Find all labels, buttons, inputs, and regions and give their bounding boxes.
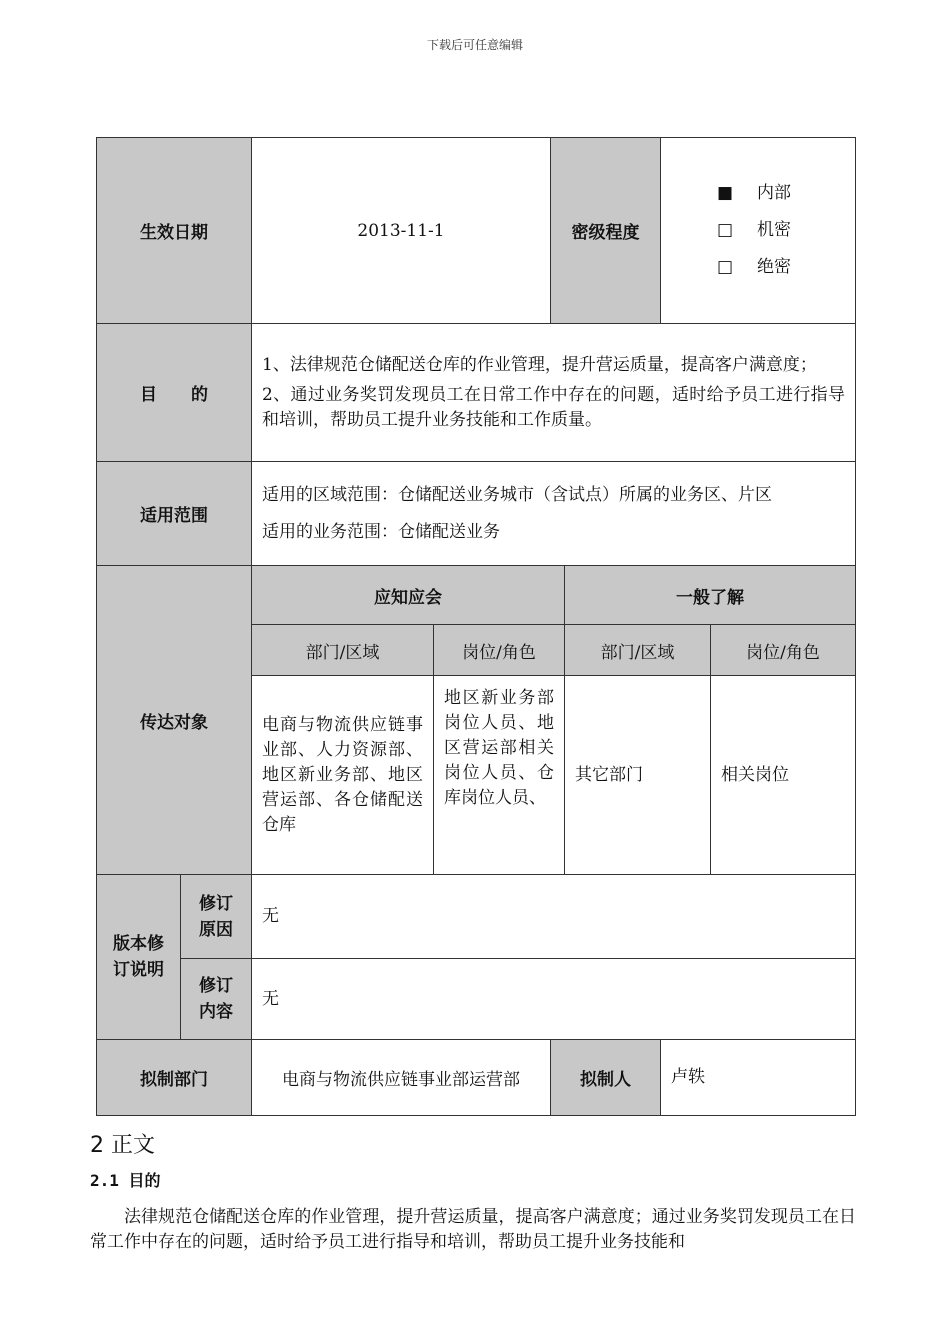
purpose-line-2: 2、通过业务奖罚发现员工在日常工作中存在的问题，适时给予员工进行指导和培训，帮助员工提升业务技能和工作质量。 bbox=[262, 384, 846, 430]
revision-reason-label: 修订原因 bbox=[181, 875, 252, 959]
revision-content-label: 修订内容 bbox=[181, 959, 252, 1040]
section-2-heading: 2 正文 bbox=[90, 1133, 155, 1158]
drafting-dept-label: 拟制部门 bbox=[97, 1040, 252, 1116]
general-dept-header: 部门/区域 bbox=[565, 625, 711, 676]
section-2-1-body: 法律规范仓储配送仓库的作业管理，提升营运质量，提高客户满意度；通过业务奖罚发现员工在日常工作中存在的问题，适时给予员工进行指导和培训，帮助员工提升业务技能和 bbox=[90, 1207, 856, 1252]
scope-line-1: 适用的区域范围：仓储配送业务城市（含试点）所属的业务区、片区 bbox=[262, 484, 772, 505]
drafting-dept-value: 电商与物流供应链事业部运营部 bbox=[252, 1040, 551, 1116]
security-level-label: 密级程度 bbox=[551, 138, 661, 324]
security-level-options bbox=[661, 138, 856, 324]
must-position-value: 地区新业务部岗位人员、地区营运部相关岗位人员、仓库岗位人员、 bbox=[434, 676, 565, 875]
unchecked-box-icon: □ bbox=[717, 257, 734, 277]
page-header-note: 下载后可任意编辑 bbox=[426, 38, 523, 52]
security-option bbox=[717, 175, 855, 212]
must-dept-value: 电商与物流供应链事业部、人力资源部、地区新业务部、地区营运部、各仓储配送仓库 bbox=[252, 676, 434, 875]
purpose-line-1: 1、法律规范仓储配送仓库的作业管理，提升营运质量，提高客户满意度； bbox=[262, 354, 817, 375]
purpose-content bbox=[252, 324, 856, 462]
audience-label: 传达对象 bbox=[97, 566, 252, 875]
security-option bbox=[717, 212, 855, 249]
scope-line-2: 适用的业务范围：仓储配送业务 bbox=[262, 521, 500, 542]
revision-reason-row bbox=[97, 875, 856, 959]
scope-content bbox=[252, 462, 856, 566]
checked-box-icon: ■ bbox=[717, 183, 734, 203]
security-option-label: 内部 bbox=[757, 183, 792, 203]
general-position-header: 岗位/角色 bbox=[711, 625, 856, 676]
must-dept-header: 部门/区域 bbox=[252, 625, 434, 676]
section-2-1-heading: 2.1 目的 bbox=[90, 1171, 161, 1190]
drafting-row bbox=[97, 1040, 856, 1116]
audience-header-row bbox=[97, 566, 856, 625]
unchecked-box-icon: □ bbox=[717, 220, 734, 240]
effective-date-value: 2013-11-1 bbox=[252, 138, 551, 324]
purpose-row bbox=[97, 324, 856, 462]
purpose-label: 目 的 bbox=[97, 324, 252, 462]
revision-reason-value: 无 bbox=[252, 875, 856, 959]
effective-date-label: 生效日期 bbox=[97, 138, 252, 324]
document-info-table bbox=[96, 137, 856, 1116]
general-position-value: 相关岗位 bbox=[711, 676, 856, 875]
must-know-header: 应知应会 bbox=[252, 566, 565, 625]
general-dept-value: 其它部门 bbox=[565, 676, 711, 875]
effective-date-row bbox=[97, 138, 856, 324]
revision-content-row bbox=[97, 959, 856, 1040]
scope-row bbox=[97, 462, 856, 566]
security-option-label: 绝密 bbox=[757, 257, 792, 277]
security-option bbox=[717, 249, 855, 286]
drafter-value: 卢轶 bbox=[661, 1040, 856, 1116]
revision-content-value: 无 bbox=[252, 959, 856, 1040]
scope-label: 适用范围 bbox=[97, 462, 252, 566]
must-position-header: 岗位/角色 bbox=[434, 625, 565, 676]
revision-label: 版本修订说明 bbox=[97, 875, 181, 1040]
general-knowledge-header: 一般了解 bbox=[565, 566, 856, 625]
security-option-label: 机密 bbox=[757, 220, 792, 240]
drafter-label: 拟制人 bbox=[551, 1040, 661, 1116]
